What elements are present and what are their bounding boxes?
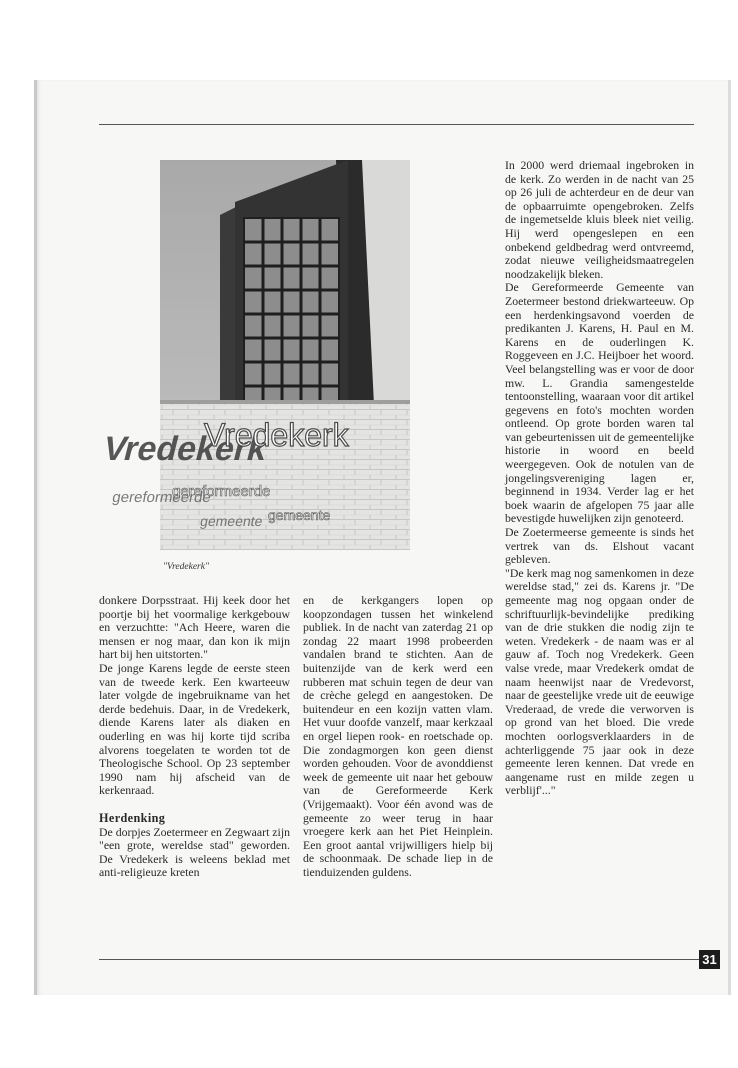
paragraph: De Zoetermeerse gemeente is sinds het vertrek van ds. Elshout vacant gebleven. [505, 525, 694, 567]
sign-subtitle-2: gemeente [268, 507, 331, 523]
svg-text:Vredekerk: Vredekerk [99, 430, 272, 468]
top-rule [99, 124, 694, 125]
sign-subtitle-1: gereformeerde [172, 483, 271, 500]
paragraph: De jonge Karens legde de eerste steen van de tweede kerk. Een kwarteeuw later volgde de ingebruikname van het derde bedehuis. Daar, in de Vredekerk, diende Karens later als diaken en ouderling en was hij korte tijd scriba alvorens toegelaten te worden tot de Theologische School. Op 23 september 1990 nam hij afscheid van de kerkenraad. [99, 660, 290, 798]
paragraph: donkere Dorpsstraat. Hij keek door het poortje bij het voormalige kerkgebouw en verzuchtte: "Ach Heere, waren die mensen er nog maar, dan kon ik mijn hart bij hen uitstorten." [99, 593, 290, 662]
text-column-2 [303, 594, 493, 879]
bottom-rule [99, 959, 699, 960]
svg-text:gereformeerde: gereformeerde [110, 489, 213, 506]
page-binding-edge [34, 80, 37, 995]
text-column-3 [505, 159, 694, 798]
sign-name: Vredekerk [204, 417, 349, 453]
text-column-1 [99, 594, 290, 880]
svg-text:gemeente: gemeente [198, 513, 264, 529]
section-heading: Herdenking [99, 810, 166, 825]
paragraph: en de kerkgangers lopen op koopzondagen tussen het winkelend publiek. In de nacht van zaterdag 21 op zondag 22 maart 1998 probeerden vandalen brand te stichten. Aan de buitenzijde van de kerk werd een rubberen mat schuin tegen de deur van de crèche gelegd en aangestoken. De buitendeur en een kozijn vatten vlam. Het vuur doofde vanzelf, maar kerkzaal en orgel liepen rook- en roetschade op. Die zondagmorgen kon geen dienst worden gehouden. Voor de avonddienst week de gemeente uit naar het gebouw van de Gereformeerde Kerk (Vrijgemaakt). Voor één avond was de gemeente zo weer terug in haar vroegere kerk aan het Piet Heinplein. Een groot aantal vrijwilligers hielp bij de schoonmaak. De schade liep in de tienduizenden guldens. [303, 593, 493, 879]
paragraph: De dorpjes Zoetermeer en Zegwaart zijn "een grote, wereldse stad" geworden. De Vredekerk is weleens beklad met anti-religieuze kreten [99, 824, 290, 880]
page-number: 31 [699, 950, 720, 969]
paragraph: In 2000 werd driemaal ingebroken in de kerk. Zo werden in de nacht van 25 op 26 juli de achterdeur en de deur van de opbaarruimte opengebroken. Zelfs de ingemetselde kluis bleek niet veilig. Hij werd opengeslepen en een onbekend geldbedrag werd ontvreemd, zodat nieuwe veiligheidsmaatregelen noodzakelijk bleken. [505, 158, 694, 281]
church-photo [99, 160, 410, 550]
photo-caption: "Vredekerk" [163, 562, 209, 572]
paragraph: "De kerk mag nog samenkomen in deze wereldse stad," zei ds. Karens jr. "De gemeente mag nog opgaan onder de schriftuurlijk-bevindelijke prediking van de drie stukken die nodig zijn te weten. Vredekerk - de naam was er al gauw af. Toch nog Vredekerk. Geen valse vrede, maar Vredekerk omdat de naam heenwijst naar de Vredevorst, naar de geestelijke vrede uit de eeuwige Vrederaad, de vrede die verworven is op grond van het bloed. Die vrede mochten oorlogsverklaarders in de achterliggende 75 jaar ook in deze gemeente leren kennen. Dat vrede en aangename rust en milde zegen u verblijf'..." [505, 565, 694, 798]
paragraph: De Gereformeerde Gemeente van Zoetermeer bestond driekwarteeuw. Op een herdenkingsavond voerden de predikanten J. Karens, H. Paul en M. Karens en de ouderlingen K. Roggeveen en J.C. Heijboer het woord. Veel belangstelling was er voor de door mw. L. Grandia samengestelde tentoonstelling, waaraan voor dit artikel gegevens en foto's mochten worden ontleend. Op grote borden waren tal van gebeurtenissen uit de gemeentelijke historie in woord en beeld weergegeven. Ook de notulen van de jongelingsvereniging lagen er, beginnend in 1934. Verder lag er het boek waarin de afgelopen 75 jaar alle bevestigde huwelijken zijn genoteerd. [505, 280, 694, 526]
